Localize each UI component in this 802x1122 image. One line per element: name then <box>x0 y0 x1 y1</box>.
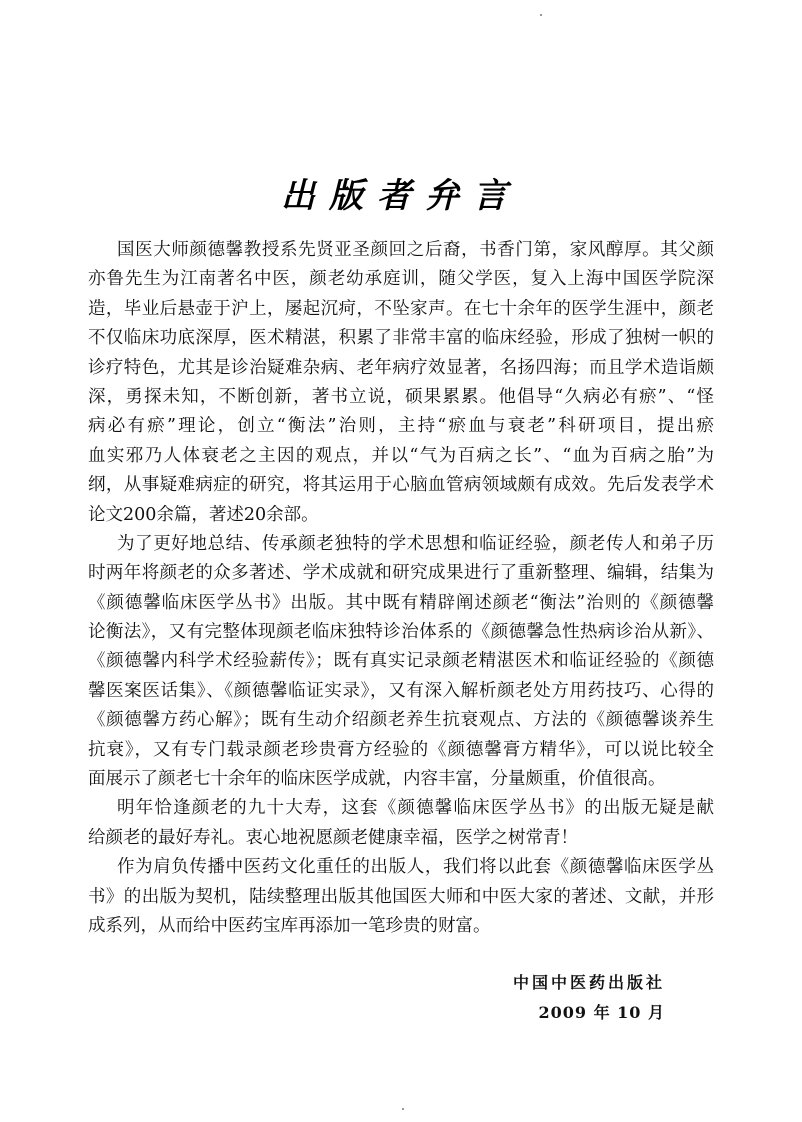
text-line: 时两年将颜老的众多著述、学术成就和研究成果进行了重新整理、编辑，结集为 <box>88 563 714 584</box>
text-line: 血实邪乃人体衰老之主因的观点，并以“气为百病之长”、“血为百病之胎”为 <box>88 445 714 466</box>
text-line: 论衡法》，又有完整体现颜老临床独特诊治体系的《颜德馨急性热病诊治从新》、 <box>88 622 714 643</box>
text-line: 国医大师颜德馨教授系先贤亚圣颜回之后裔，书香门第，家风醇厚。其父颜 <box>117 240 714 260</box>
text-line: 《颜德馨临床医学丛书》出版。其中既有精辟阐述颜老“衡法”治则的《颜德馨 <box>88 592 714 613</box>
text-line: 为了更好地总结、传承颜老独特的学术思想和临证经验，颜老传人和弟子历 <box>117 533 714 554</box>
text-line: 造，毕业后悬壶于沪上，屡起沉疴，不坠家声。在七十余年的医学生涯中，颜老 <box>88 298 714 319</box>
publication-date: 2009 年 10 月 <box>538 1003 665 1022</box>
text-line: 病必有瘀”理论，创立“衡法”治则，主持“瘀血与衰老”科研项目，提出瘀 <box>88 416 714 437</box>
paragraph <box>88 530 714 795</box>
preface-body <box>88 236 714 941</box>
publisher-name: 中国中医药出版社 <box>512 973 665 992</box>
text-line: 馨医案医话集》、《颜德馨临证实录》，又有深入解析颜老处方用药技巧、心得的 <box>88 680 714 701</box>
scan-speck <box>402 1108 404 1110</box>
paragraph <box>88 853 714 941</box>
text-line: 纲，从事疑难病症的研究，将其运用于心脑血管病领域颇有成效。先后发表学术 <box>88 475 714 496</box>
page-title: 出版者弁言 <box>281 176 521 216</box>
paragraph <box>88 236 714 530</box>
text-line: 给颜老的最好寿礼。衷心地祝愿颜老健康幸福，医学之树常青！ <box>88 827 578 848</box>
text-line: 抗衰》，又有专门载录颜老珍贵膏方经验的《颜德馨膏方精华》，可以说比较全 <box>88 739 714 760</box>
text-line: 不仅临床功底深厚，医术精湛，积累了非常丰富的临床经验，形成了独树一帜的 <box>88 328 714 349</box>
text-line: 书》的出版为契机，陆续整理出版其他国医大师和中医大家的著述、文献，并形 <box>88 886 714 907</box>
text-line: 面展示了颜老七十余年的临床医学成就，内容丰富，分量颇重，价值很高。 <box>88 769 666 790</box>
text-line: 《颜德馨内科学术经验薪传》；既有真实记录颜老精湛医术和临证经验的《颜德 <box>88 651 714 672</box>
text-line: 论文200余篇，著述20余部。 <box>88 504 319 525</box>
text-line: 《颜德馨方药心解》；既有生动介绍颜老养生抗衰观点、方法的《颜德馨谈养生 <box>88 710 714 731</box>
text-line: 明年恰逢颜老的九十大寿，这套《颜德馨临床医学丛书》的出版无疑是献 <box>117 798 714 819</box>
text-line: 作为肩负传播中医药文化重任的出版人，我们将以此套《颜德馨临床医学丛 <box>117 857 714 878</box>
scan-speck <box>540 14 542 16</box>
text-line: 成系列，从而给中医药宝库再添加一笔珍贵的财富。 <box>88 915 491 936</box>
text-line: 深，勇探未知，不断创新，著书立说，硕果累累。他倡导“久病必有瘀”、“怪 <box>88 386 714 407</box>
paragraph <box>88 794 714 853</box>
text-line: 亦鲁先生为江南著名中医，颜老幼承庭训，随父学医，复入上海中国医学院深 <box>88 269 714 290</box>
text-line: 诊疗特色，尤其是诊治疑难杂病、老年病疗效显著，名扬四海；而且学术造诣颇 <box>88 357 714 378</box>
